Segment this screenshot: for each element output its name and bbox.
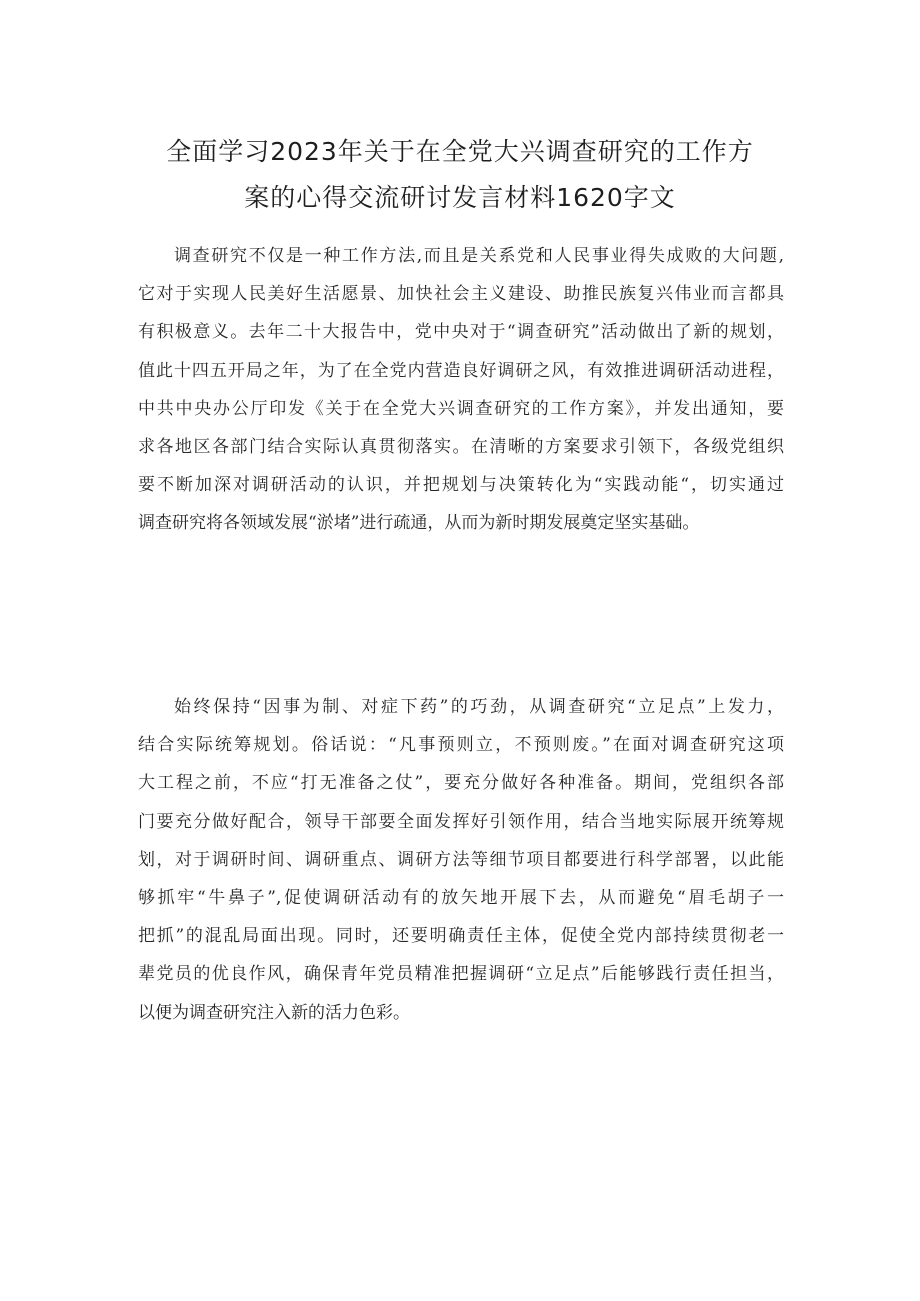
- paragraph-line: 把抓”的混乱局面出现。同时，还要明确责任主体，促使全党内部持续贯彻老一: [138, 926, 784, 947]
- title-line: 全面学习2023年关于在全党大兴调查研究的工作方: [166, 136, 754, 166]
- paragraph-line: 大工程之前，不应“打无准备之仗”，要充分做好各种准备。期间，党组织各部: [138, 773, 784, 794]
- paragraph-line: 调查研究将各领域发展“淤堵”进行疏通，从而为新时期发展奠定坚实基础。: [138, 513, 700, 534]
- document-title: [138, 129, 782, 221]
- paragraph-line: 中共中央办公厅印发《关于在全党大兴调查研究的工作方案》，并发出通知，要: [138, 398, 784, 419]
- paragraph-line: 划，对于调研时间、调研重点、调研方法等细节项目都要进行科学部署，以此能: [138, 849, 784, 870]
- title-line: 案的心得交流研讨发言材料1620字文: [244, 182, 676, 212]
- paragraph-line: 求各地区各部门结合实际认真贯彻落实。在清晰的方案要求引领下，各级党组织: [138, 436, 784, 457]
- paragraph-line: 值此十四五开局之年，为了在全党内营造良好调研之风，有效推进调研活动进程，: [138, 360, 784, 381]
- paragraph-line: 以便为调查研究注入新的活力色彩。: [138, 1002, 410, 1023]
- paragraph-line: 它对于实现人民美好生活愿景、加快社会主义建设、助推民族复兴伟业而言都具: [138, 284, 784, 305]
- paragraph-line: 门要充分做好配合，领导干部要全面发挥好引领作用，结合当地实际展开统筹规: [138, 811, 784, 832]
- paragraph-line: 始终保持“因事为制、对症下药”的巧劲，从调查研究“立足点”上发力，: [174, 697, 784, 717]
- paragraph-line: 结合实际统筹规划。俗话说：“凡事预则立，不预则废。”在面对调查研究这项: [138, 735, 784, 756]
- paragraph-line: 调查研究不仅是一种工作方法,而且是关系党和人民事业得失成败的大问题,: [174, 246, 784, 266]
- paragraph-section-one: [138, 688, 784, 1032]
- paragraph-line: 要不断加深对调研活动的认识，并把规划与决策转化为“实践动能“，切实通过: [138, 475, 784, 496]
- paragraph-line: 辈党员的优良作风，确保青年党员精准把握调研“立足点”后能够践行责任担当，: [138, 964, 784, 985]
- paragraph-line: 够抓牢“牛鼻子”,促使调研活动有的放矢地开展下去，从而避免“眉毛胡子一: [138, 887, 784, 908]
- paragraph-line: 有积极意义。去年二十大报告中，党中央对于“调查研究”活动做出了新的规划，: [138, 322, 784, 343]
- paragraph-intro: [138, 237, 784, 543]
